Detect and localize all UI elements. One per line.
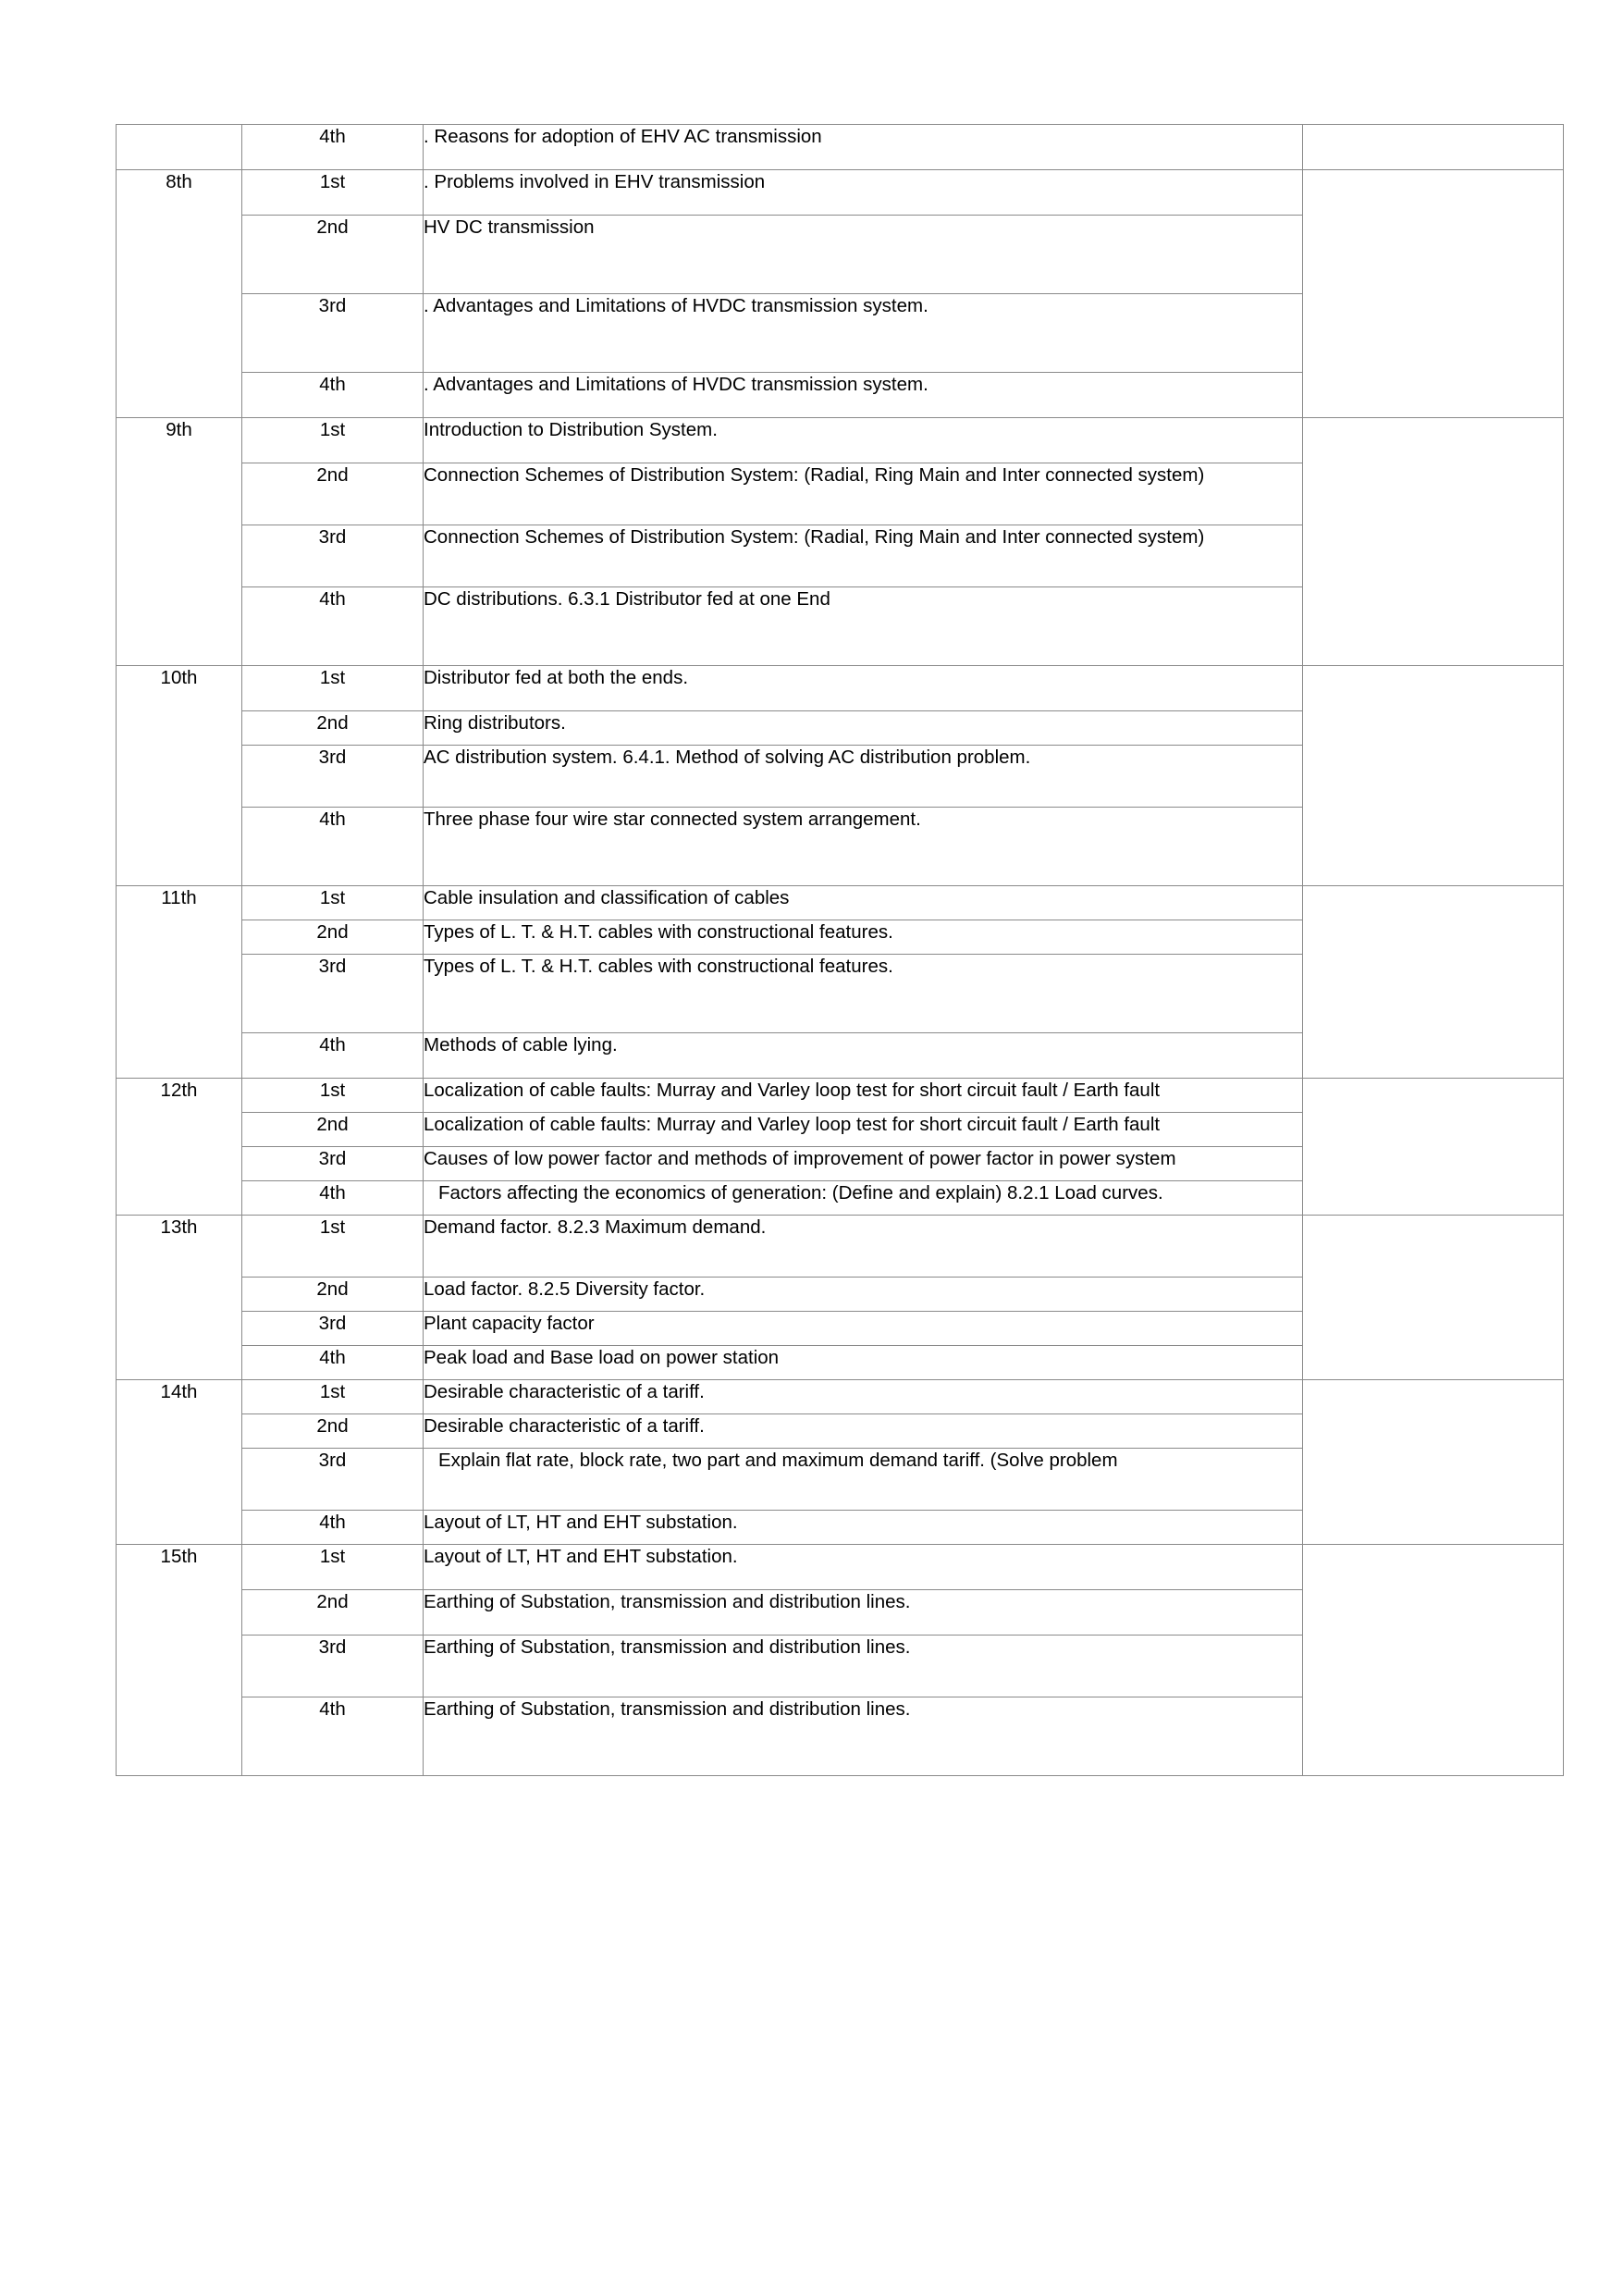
week-cell: 10th [117, 666, 242, 886]
topic-cell: Demand factor. 8.2.3 Maximum demand. [424, 1216, 1303, 1278]
topic-cell: Ring distributors. [424, 711, 1303, 746]
period-cell: 3rd [242, 1636, 424, 1697]
period-cell: 3rd [242, 746, 424, 808]
period-cell: 2nd [242, 1414, 424, 1449]
table-row [117, 418, 1564, 463]
topic-cell: Cable insulation and classification of cables [424, 886, 1303, 920]
period-cell: 2nd [242, 463, 424, 525]
table-row [117, 1079, 1564, 1113]
table-row [117, 1380, 1564, 1414]
topic-cell: Earthing of Substation, transmission and distribution lines. [424, 1590, 1303, 1636]
topic-cell: Localization of cable faults: Murray and Varley loop test for short circuit fault / Earth fault [424, 1113, 1303, 1147]
remarks-cell [1303, 1380, 1564, 1545]
remarks-cell [1303, 886, 1564, 1079]
remarks-cell [1303, 1545, 1564, 1776]
period-cell: 3rd [242, 525, 424, 587]
period-cell: 4th [242, 1181, 424, 1216]
period-cell: 3rd [242, 1312, 424, 1346]
week-cell: 8th [117, 170, 242, 418]
week-cell: 9th [117, 418, 242, 666]
topic-cell: Types of L. T. & H.T. cables with constructional features. [424, 920, 1303, 955]
table-row [117, 666, 1564, 711]
table-row [117, 170, 1564, 216]
period-cell: 2nd [242, 1113, 424, 1147]
remarks-cell [1303, 170, 1564, 418]
topic-cell: . Reasons for adoption of EHV AC transmission [424, 125, 1303, 170]
lesson-plan-sheet [116, 124, 1563, 1776]
topic-cell: Connection Schemes of Distribution System: (Radial, Ring Main and Inter connected system) [424, 525, 1303, 587]
period-cell: 4th [242, 125, 424, 170]
topic-cell: DC distributions. 6.3.1 Distributor fed at one End [424, 587, 1303, 666]
period-cell: 4th [242, 808, 424, 886]
period-cell: 1st [242, 1545, 424, 1590]
period-cell: 1st [242, 418, 424, 463]
lesson-plan-table [116, 124, 1564, 1776]
period-cell: 1st [242, 1216, 424, 1278]
period-cell: 1st [242, 666, 424, 711]
topic-cell: Factors affecting the economics of generation: (Define and explain) 8.2.1 Load curves. [424, 1181, 1303, 1216]
topic-cell: Peak load and Base load on power station [424, 1346, 1303, 1380]
period-cell: 2nd [242, 216, 424, 294]
period-cell: 4th [242, 1511, 424, 1545]
week-cell [117, 125, 242, 170]
period-cell: 1st [242, 1079, 424, 1113]
period-cell: 4th [242, 587, 424, 666]
topic-cell: Connection Schemes of Distribution System: (Radial, Ring Main and Inter connected system) [424, 463, 1303, 525]
topic-cell: . Problems involved in EHV transmission [424, 170, 1303, 216]
remarks-cell [1303, 418, 1564, 666]
topic-cell: Types of L. T. & H.T. cables with constructional features. [424, 955, 1303, 1033]
topic-cell: AC distribution system. 6.4.1. Method of solving AC distribution problem. [424, 746, 1303, 808]
period-cell: 4th [242, 373, 424, 418]
topic-cell: Localization of cable faults: Murray and Varley loop test for short circuit fault / Earth fault [424, 1079, 1303, 1113]
week-cell: 12th [117, 1079, 242, 1216]
week-cell: 14th [117, 1380, 242, 1545]
remarks-cell [1303, 1216, 1564, 1380]
period-cell: 4th [242, 1346, 424, 1380]
remarks-cell [1303, 666, 1564, 886]
week-cell: 11th [117, 886, 242, 1079]
period-cell: 1st [242, 886, 424, 920]
remarks-cell [1303, 1079, 1564, 1216]
lesson-plan-body [117, 125, 1564, 1776]
topic-cell: Causes of low power factor and methods of improvement of power factor in power system [424, 1147, 1303, 1181]
period-cell: 1st [242, 1380, 424, 1414]
topic-cell: . Advantages and Limitations of HVDC transmission system. [424, 294, 1303, 373]
topic-cell: Desirable characteristic of a tariff. [424, 1380, 1303, 1414]
topic-cell: Explain flat rate, block rate, two part and maximum demand tariff. (Solve problem [424, 1449, 1303, 1511]
topic-cell: Desirable characteristic of a tariff. [424, 1414, 1303, 1449]
topic-cell: Layout of LT, HT and EHT substation. [424, 1545, 1303, 1590]
period-cell: 3rd [242, 1449, 424, 1511]
period-cell: 4th [242, 1033, 424, 1079]
topic-cell: Three phase four wire star connected system arrangement. [424, 808, 1303, 886]
topic-cell: Load factor. 8.2.5 Diversity factor. [424, 1278, 1303, 1312]
table-row [117, 886, 1564, 920]
period-cell: 3rd [242, 1147, 424, 1181]
topic-cell: . Advantages and Limitations of HVDC transmission system. [424, 373, 1303, 418]
period-cell: 3rd [242, 955, 424, 1033]
topic-cell: Earthing of Substation, transmission and distribution lines. [424, 1636, 1303, 1697]
period-cell: 4th [242, 1697, 424, 1776]
table-row [117, 1545, 1564, 1590]
topic-cell: Earthing of Substation, transmission and distribution lines. [424, 1697, 1303, 1776]
period-cell: 2nd [242, 1590, 424, 1636]
week-cell: 15th [117, 1545, 242, 1776]
table-row [117, 125, 1564, 170]
period-cell: 3rd [242, 294, 424, 373]
week-cell: 13th [117, 1216, 242, 1380]
period-cell: 2nd [242, 1278, 424, 1312]
topic-cell: Distributor fed at both the ends. [424, 666, 1303, 711]
topic-cell: Methods of cable lying. [424, 1033, 1303, 1079]
topic-cell: Introduction to Distribution System. [424, 418, 1303, 463]
topic-cell: HV DC transmission [424, 216, 1303, 294]
topic-cell: Plant capacity factor [424, 1312, 1303, 1346]
period-cell: 2nd [242, 920, 424, 955]
period-cell: 1st [242, 170, 424, 216]
period-cell: 2nd [242, 711, 424, 746]
topic-cell: Layout of LT, HT and EHT substation. [424, 1511, 1303, 1545]
remarks-cell [1303, 125, 1564, 170]
table-row [117, 1216, 1564, 1278]
